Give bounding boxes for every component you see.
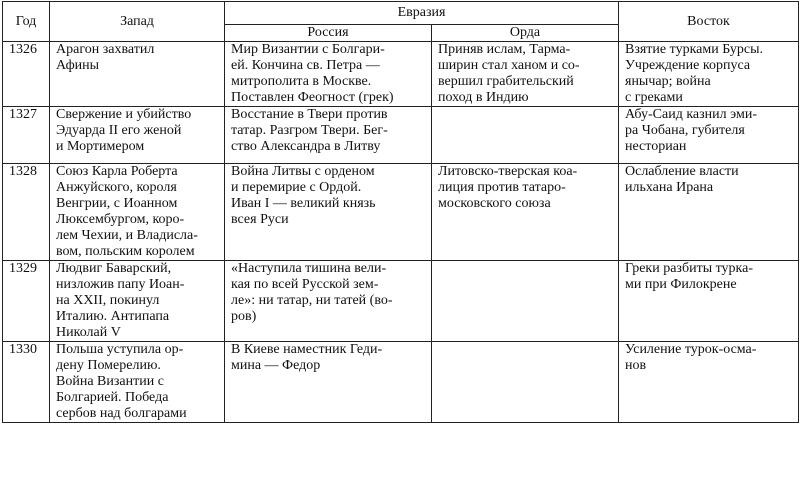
russia-cell: «Наступила тишина вели- кая по всей Русской зем- ле»: ни татар, ни татей (во- ров) bbox=[225, 261, 432, 342]
header-eurasia: Евразия bbox=[225, 2, 619, 25]
header-year: Год bbox=[3, 2, 50, 42]
table-row bbox=[3, 42, 799, 107]
table-row bbox=[3, 107, 799, 164]
horde-cell bbox=[432, 342, 619, 423]
russia-cell: Война Литвы с орденом и перемирие с Ордой. Иван I — великий князь всея Руси bbox=[225, 164, 432, 261]
russia-cell: Восстание в Твери против татар. Разгром Твери. Бег- ство Александра в Литву bbox=[225, 107, 432, 164]
table-row bbox=[3, 342, 799, 423]
table-row bbox=[3, 261, 799, 342]
west-cell: Союз Карла Роберта Анжуйского, короля Венгрии, с Иоанном Люксембургом, коро- лем Чехии, и Владисла- вом, польским королем bbox=[50, 164, 225, 261]
west-cell: Людвиг Баварский, низложив папу Иоан- на XXII, покинул Италию. Антипапа Николай V bbox=[50, 261, 225, 342]
table-row bbox=[3, 164, 799, 261]
year-cell: 1328 bbox=[3, 164, 50, 261]
horde-cell: Литовско-тверская коа- лиция против татаро- московского союза bbox=[432, 164, 619, 261]
year-cell: 1330 bbox=[3, 342, 50, 423]
east-cell: Ослабление власти ильхана Ирана bbox=[619, 164, 799, 261]
year-cell: 1326 bbox=[3, 42, 50, 107]
russia-cell: Мир Византии с Болгари- ей. Кончина св. Петра — митрополита в Москве. Поставлен Феогност (грек) bbox=[225, 42, 432, 107]
year-cell: 1327 bbox=[3, 107, 50, 164]
west-cell: Арагон захватил Афины bbox=[50, 42, 225, 107]
east-cell: Греки разбиты турка- ми при Филокрене bbox=[619, 261, 799, 342]
west-cell: Польша уступила ор- дену Померелию. Война Византии с Болгарией. Победа сербов над болгарами bbox=[50, 342, 225, 423]
russia-cell: В Киеве наместник Геди- мина — Федор bbox=[225, 342, 432, 423]
east-cell: Усиление турок-осма- нов bbox=[619, 342, 799, 423]
header-west: Запад bbox=[50, 2, 225, 42]
east-cell: Взятие турками Бурсы. Учреждение корпуса янычар; война с греками bbox=[619, 42, 799, 107]
header-russia: Россия bbox=[225, 25, 432, 42]
chronology-table bbox=[2, 1, 799, 423]
header-horde: Орда bbox=[432, 25, 619, 42]
horde-cell: Приняв ислам, Тарма- ширин стал ханом и со- вершил грабительский поход в Индию bbox=[432, 42, 619, 107]
west-cell: Свержение и убийство Эдуарда II его женой и Мортимером bbox=[50, 107, 225, 164]
horde-cell bbox=[432, 261, 619, 342]
header-east: Восток bbox=[619, 2, 799, 42]
east-cell: Абу-Саид казнил эми- ра Чобана, губителя несториан bbox=[619, 107, 799, 164]
horde-cell bbox=[432, 107, 619, 164]
year-cell: 1329 bbox=[3, 261, 50, 342]
